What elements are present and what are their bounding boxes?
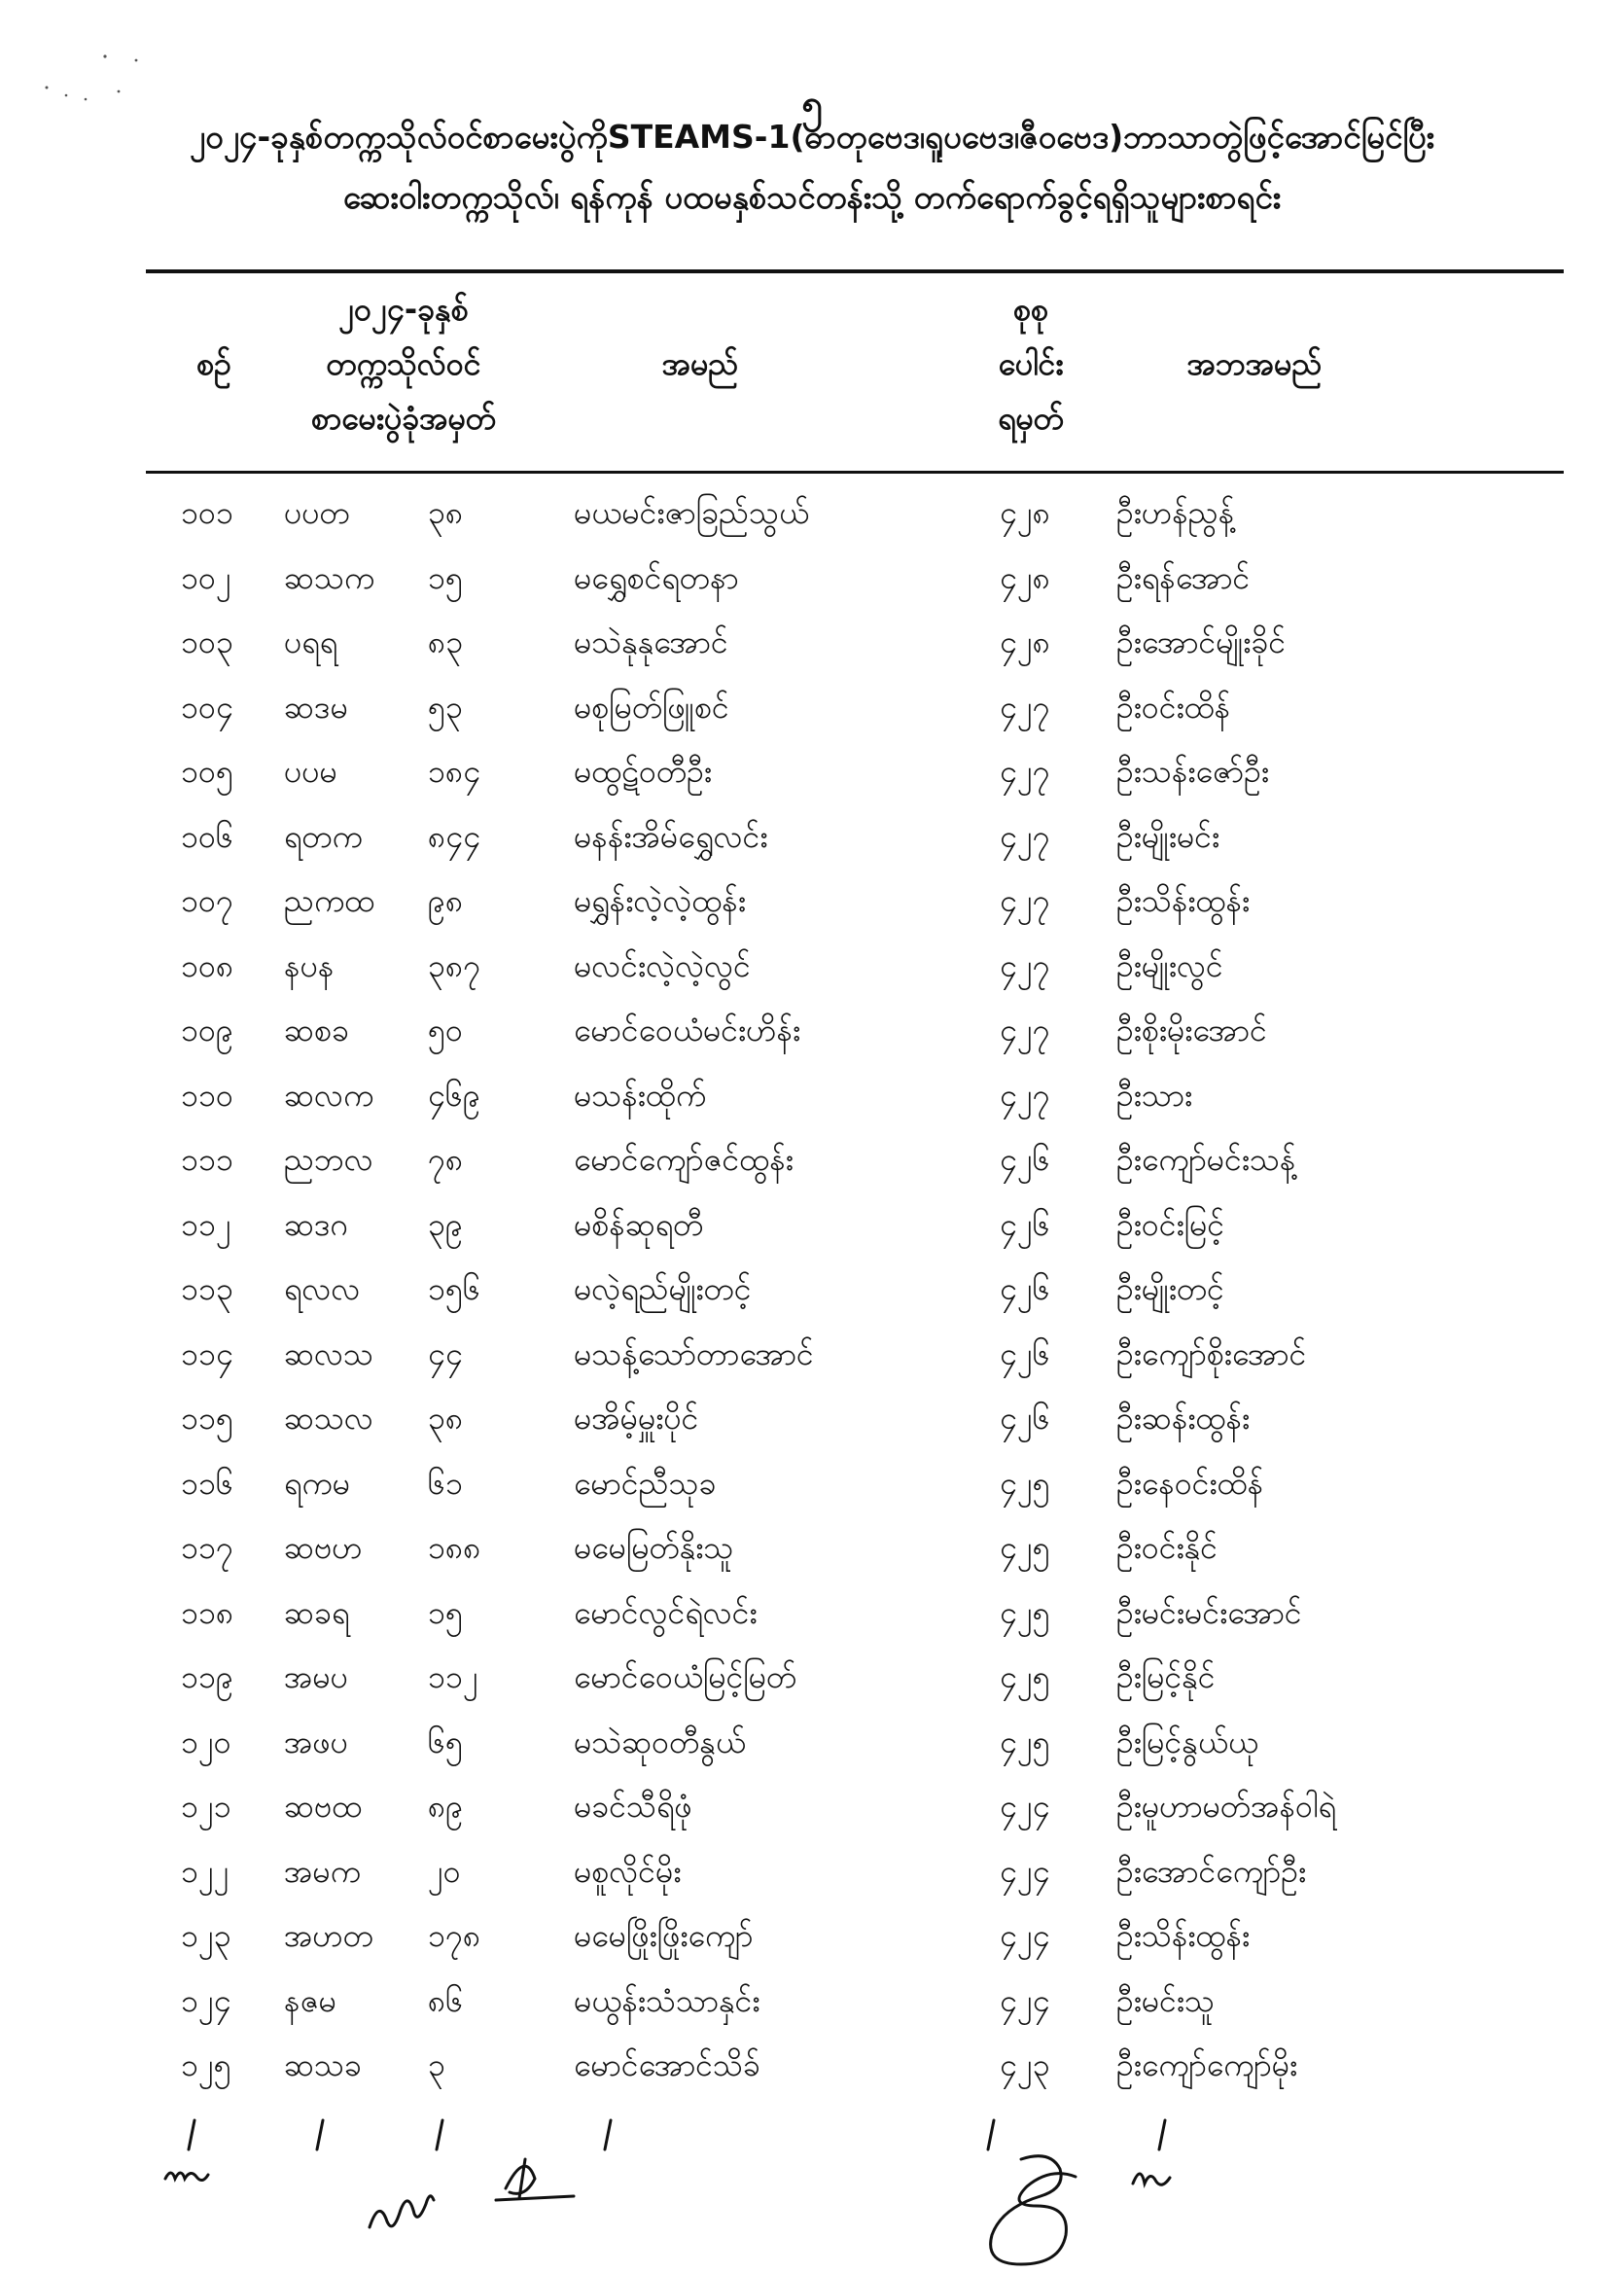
row-exam-code: ပပမ [284, 753, 337, 790]
row-student-name: မောင်ဝေယံမြင့်မြတ် [574, 1658, 797, 1695]
row-exam-number: ၈၆ [428, 1981, 464, 2019]
table-row [0, 1390, 1624, 1455]
row-serial: ၁၀၈ [181, 946, 234, 984]
row-student-name: မောင်လွင်ရဲလင်း [574, 1593, 758, 1631]
row-exam-number: ၃၈ [428, 494, 464, 531]
row-total-marks: ၄၂၆ [1000, 1205, 1050, 1243]
row-total-marks: ၄၂၅ [1000, 1658, 1050, 1695]
row-exam-code: ညကထ [284, 882, 375, 919]
table-top-rule [146, 269, 1564, 273]
row-student-name: မနန်းအိမ်ရွှေလင်း [574, 817, 768, 855]
header-exam-number [263, 282, 545, 445]
row-father-name: ဦးကျော်စိုးအောင် [1116, 1334, 1307, 1372]
row-exam-code: ဆဗဟ [284, 1529, 363, 1566]
header-name: အမည် [661, 345, 739, 382]
student-table-body [0, 484, 1624, 2102]
row-exam-number: ၅၀ [428, 1012, 463, 1048]
row-total-marks: ၄၂၇ [1000, 1012, 1050, 1048]
table-row [0, 1002, 1624, 1067]
row-father-name: ဦးမင်းသူ [1116, 1981, 1215, 2019]
row-total-marks: ၄၂၃ [1000, 2046, 1050, 2083]
row-father-name: ဦးစိုးမိုးအောင် [1116, 1012, 1267, 1048]
row-total-marks: ၄၂၅ [1000, 1593, 1050, 1631]
row-exam-code: ဆဒဂ [284, 1205, 348, 1243]
row-exam-code: အမပ [284, 1658, 348, 1695]
row-total-marks: ၄၂၅ [1000, 1529, 1050, 1566]
table-row [0, 1843, 1624, 1908]
header-marks-line-3: ရမှတ် [998, 400, 1064, 437]
row-serial: ၁၂၀ [181, 1723, 231, 1760]
row-exam-number: ၃၈၇ [428, 946, 481, 984]
row-exam-number: ၃၈ [428, 1400, 464, 1437]
header-serial: စဉ် [196, 345, 231, 382]
row-exam-code: ညဘလ [284, 1141, 373, 1178]
row-exam-number: ၂၀ [428, 1852, 461, 1890]
row-exam-number: ၆၁ [428, 1464, 463, 1502]
row-exam-code: ဆလက [284, 1076, 374, 1114]
row-father-name: ဦးသိန်းထွန်း [1116, 1917, 1251, 1954]
table-row [0, 550, 1624, 615]
row-father-name: ဦးမူဟာမတ်အန်ဝါရဲ [1116, 1788, 1336, 1825]
row-total-marks: ၄၂၄ [1000, 1917, 1050, 1954]
row-exam-code: ရတက [284, 817, 363, 855]
row-exam-code: ဆသက [284, 558, 375, 596]
row-serial: ၁၂၁ [181, 1788, 231, 1825]
table-row [0, 1261, 1624, 1326]
table-row [0, 2037, 1624, 2102]
row-father-name: ဦးကျော်ကျော်မိုး [1116, 2046, 1298, 2083]
signature-block [0, 2111, 1624, 2273]
row-father-name: ဦးသား [1116, 1076, 1193, 1114]
row-total-marks: ၄၂၆ [1000, 1141, 1050, 1178]
row-serial: ၁၁၂ [181, 1205, 231, 1243]
row-father-name: ဦးမြင့်နွယ်ယု [1116, 1723, 1258, 1760]
row-exam-number: ၁၇၈ [428, 1917, 481, 1954]
table-row [0, 808, 1624, 873]
row-total-marks: ၄၂၄ [1000, 1981, 1050, 2019]
row-father-name: ဦးသန်းဇော်ဦး [1116, 753, 1269, 790]
table-row [0, 1067, 1624, 1132]
row-student-name: မလဲ့ရည်မျိုးတင့် [574, 1270, 752, 1307]
table-row [0, 743, 1624, 808]
row-exam-code: ပရရ [284, 623, 337, 660]
row-serial: ၁၀၂ [181, 558, 231, 596]
row-exam-code: ဆဒမ [284, 688, 348, 726]
row-serial: ၁၁၅ [181, 1400, 233, 1437]
table-header-rule [146, 471, 1564, 474]
row-serial: ၁၀၁ [181, 494, 233, 531]
row-exam-code: အဟတ [284, 1917, 373, 1954]
row-student-name: မလင်းလဲ့လဲ့လွင် [574, 946, 751, 984]
table-row [0, 1131, 1624, 1196]
table-row [0, 1519, 1624, 1584]
table-row [0, 614, 1624, 679]
row-father-name: ဦးသိန်းထွန်း [1116, 882, 1251, 919]
row-father-name: ဦးအောင်ကျော်ဦး [1116, 1852, 1307, 1890]
row-total-marks: ၄၂၆ [1000, 1400, 1050, 1437]
row-total-marks: ၄၂၈ [1000, 558, 1050, 596]
header-total-marks [972, 282, 1089, 445]
header-exam-line-3: စာမေးပွဲခုံအမှတ် [311, 400, 496, 437]
row-serial: ၁၁၈ [181, 1593, 234, 1631]
row-father-name: ဦးဆန်းထွန်း [1116, 1400, 1251, 1437]
row-student-name: မောင်အောင်သိခ် [574, 2046, 760, 2083]
row-father-name: ဦးမြင့်နိုင် [1116, 1658, 1216, 1695]
row-exam-number: ၁၈၈ [428, 1529, 481, 1566]
row-exam-number: ၈၄၄ [428, 817, 481, 855]
row-exam-code: ပပတ [284, 494, 350, 531]
table-row [0, 679, 1624, 744]
table-row [0, 1196, 1624, 1261]
row-total-marks: ၄၂၅ [1000, 1723, 1050, 1760]
row-exam-number: ၁၈၄ [428, 753, 481, 790]
row-father-name: ဦးရန်အောင် [1116, 558, 1251, 596]
row-total-marks: ၄၂၇ [1000, 753, 1050, 790]
row-serial: ၁၀၄ [181, 688, 233, 726]
document-title-line-2: ဆေးဝါးတက္ကသိုလ်၊ ရန်ကုန် ပထမနှစ်သင်တန်းသို့ တက်ရောက်ခွင့်ရရှိသူများစာရင်း [342, 178, 1282, 216]
row-serial: ၁၁၆ [181, 1464, 233, 1502]
row-student-name: မမေမြတ်နိုးသူ [574, 1529, 734, 1566]
header-father-name: အဘအမည် [1186, 345, 1323, 382]
row-father-name: ဦးမင်းမင်းအောင် [1116, 1593, 1302, 1631]
row-exam-code: ဆလသ [284, 1334, 373, 1372]
row-serial: ၁၂၂ [181, 1852, 229, 1890]
row-total-marks: ၄၂၈ [1000, 494, 1050, 531]
row-serial: ၁၁၃ [181, 1270, 233, 1307]
row-exam-number: ၉၈ [428, 882, 464, 919]
row-serial: ၁၁၀ [181, 1076, 233, 1114]
row-father-name: ဦးမျိုးတင့် [1116, 1270, 1224, 1307]
row-student-name: မယွန်းသံသာနှင်း [574, 1981, 760, 2019]
row-serial: ၁၂၄ [181, 1981, 231, 2019]
row-serial: ၁၀၆ [181, 817, 233, 855]
row-student-name: မောင်ကျော်ဇင်ထွန်း [574, 1141, 794, 1178]
row-student-name: မရွှေစင်ရတနာ [574, 558, 739, 596]
row-student-name: မစုမြတ်ဖြူစင် [574, 688, 729, 726]
row-father-name: ဦးကျော်မင်းသန့် [1116, 1141, 1296, 1178]
header-exam-line-1: ၂၀၂၄-ခုနှစ် [338, 291, 469, 328]
table-row [0, 1326, 1624, 1391]
row-father-name: ဦးမျိုးမင်း [1116, 817, 1220, 855]
row-exam-code: ဆသလ [284, 1400, 373, 1437]
row-student-name: မသန်းထိုက် [574, 1076, 707, 1114]
row-student-name: မသန့်သော်တာအောင် [574, 1334, 814, 1372]
table-row [0, 938, 1624, 1003]
row-exam-code: ဆဗထ [284, 1788, 363, 1825]
row-serial: ၁၂၃ [181, 1917, 231, 1954]
table-row [0, 1907, 1624, 1972]
row-total-marks: ၄၂၄ [1000, 1852, 1050, 1890]
row-student-name: မသဲနုနုအောင် [574, 623, 728, 660]
row-exam-code: နဇမ [284, 1981, 336, 2019]
table-row [0, 1714, 1624, 1779]
row-exam-number: ၈၃ [428, 623, 464, 660]
row-father-name: ဦးဝင်းထိန် [1116, 688, 1231, 726]
row-total-marks: ၄၂၄ [1000, 1788, 1050, 1825]
row-serial: ၁၀၅ [181, 753, 233, 790]
row-student-name: မောင်ဝေယံမင်းဟိန်း [574, 1012, 801, 1048]
header-marks-line-1: စုစု [1013, 291, 1048, 328]
row-father-name: ဦးဝင်းမြင့် [1116, 1205, 1225, 1243]
row-father-name: ဦးဝင်းနိုင် [1116, 1529, 1218, 1566]
row-exam-number: ၇၈ [428, 1141, 464, 1178]
row-exam-number: ၄၄ [428, 1334, 463, 1372]
row-total-marks: ၄၂၇ [1000, 688, 1050, 726]
row-serial: ၁၀၉ [181, 1012, 233, 1048]
row-total-marks: ၄၂၈ [1000, 623, 1050, 660]
table-row [0, 1778, 1624, 1843]
row-student-name: မခင်သီရိဖုံ [574, 1788, 692, 1825]
row-serial: ၁၁၇ [181, 1529, 233, 1566]
row-total-marks: ၄၂၆ [1000, 1334, 1050, 1372]
row-exam-code: ဆစခ [284, 1012, 349, 1048]
header-marks-line-2: ပေါင်း [998, 345, 1064, 382]
row-student-name: မယမင်းဇာခြည်သွယ် [574, 494, 809, 531]
row-exam-number: ၃၉ [428, 1205, 463, 1243]
row-total-marks: ၄၂၇ [1000, 1076, 1050, 1114]
row-father-name: ဦးဟန်ညွန့် [1116, 494, 1235, 531]
row-student-name: မမေဖြိုးဖြိုးကျော် [574, 1917, 754, 1954]
row-exam-number: ၃ [428, 2046, 445, 2083]
row-exam-number: ၁၅ [428, 558, 463, 596]
header-exam-line-2: တက္ကသိုလ်ဝင် [326, 345, 481, 382]
row-exam-code: ရလလ [284, 1270, 361, 1307]
row-total-marks: ၄၂၇ [1000, 946, 1050, 984]
row-exam-code: ဆခရ [284, 1593, 350, 1631]
row-serial: ၁၁၄ [181, 1334, 233, 1372]
row-student-name: မအိမ့်မှူးပိုင် [574, 1400, 699, 1437]
row-total-marks: ၄၂၇ [1000, 882, 1050, 919]
row-total-marks: ၄၂၅ [1000, 1464, 1050, 1502]
row-total-marks: ၄၂၇ [1000, 817, 1050, 855]
row-student-name: မစူလိုင်မိုး [574, 1852, 682, 1890]
table-row [0, 1584, 1624, 1650]
table-row [0, 872, 1624, 938]
row-exam-code: ရကမ [284, 1464, 350, 1502]
document-title-line-1: ၂၀၂၄-ခုနှစ်တက္ကသိုလ်ဝင်စာမေးပွဲကိုSTEAMS-1(ဓာတုဗေဒ၊ရူပဗေဒ၊ဇီဝဗေဒ)ဘာသာတွဲဖြင့်အောင်မြင်ပြီး [189, 118, 1435, 156]
row-exam-number: ၈၉ [428, 1788, 464, 1825]
row-father-name: ဦးနေဝင်းထိန် [1116, 1464, 1264, 1502]
row-exam-number: ၁၅၆ [428, 1270, 480, 1307]
row-father-name: ဦးအောင်မျိုးခိုင် [1116, 623, 1287, 660]
row-exam-code: နပန [284, 946, 335, 984]
row-serial: ၁၁၉ [181, 1658, 233, 1695]
row-exam-number: ၆၅ [428, 1723, 463, 1760]
table-row [0, 484, 1624, 550]
row-exam-number: ၄၆၉ [428, 1076, 480, 1114]
row-student-name: မထွဋ်ဝတီဦး [574, 753, 712, 790]
row-father-name: ဦးမျိုးလွင် [1116, 946, 1223, 984]
table-row [0, 1972, 1624, 2038]
table-row [0, 1649, 1624, 1714]
row-student-name: မစိန်ဆုရတီ [574, 1205, 704, 1243]
row-serial: ၁၀၇ [181, 882, 233, 919]
row-student-name: မရွှန်းလဲ့လဲ့ထွန်း [574, 882, 746, 919]
row-serial: ၁၀၃ [181, 623, 233, 660]
row-student-name: မောင်ညီသုခ [574, 1464, 717, 1502]
row-total-marks: ၄၂၆ [1000, 1270, 1050, 1307]
row-serial: ၁၂၅ [181, 2046, 231, 2083]
row-exam-code: အမက [284, 1852, 361, 1890]
row-exam-code: အဖပ [284, 1723, 348, 1760]
page-number: ၅ [801, 82, 823, 124]
row-student-name: မသဲဆုဝတီနွယ် [574, 1723, 746, 1760]
table-row [0, 1455, 1624, 1520]
row-serial: ၁၁၁ [181, 1141, 233, 1178]
row-exam-number: ၁၅ [428, 1593, 463, 1631]
row-exam-number: ၁၁၂ [428, 1658, 478, 1695]
row-exam-number: ၅၃ [428, 688, 463, 726]
row-exam-code: ဆသခ [284, 2046, 362, 2083]
